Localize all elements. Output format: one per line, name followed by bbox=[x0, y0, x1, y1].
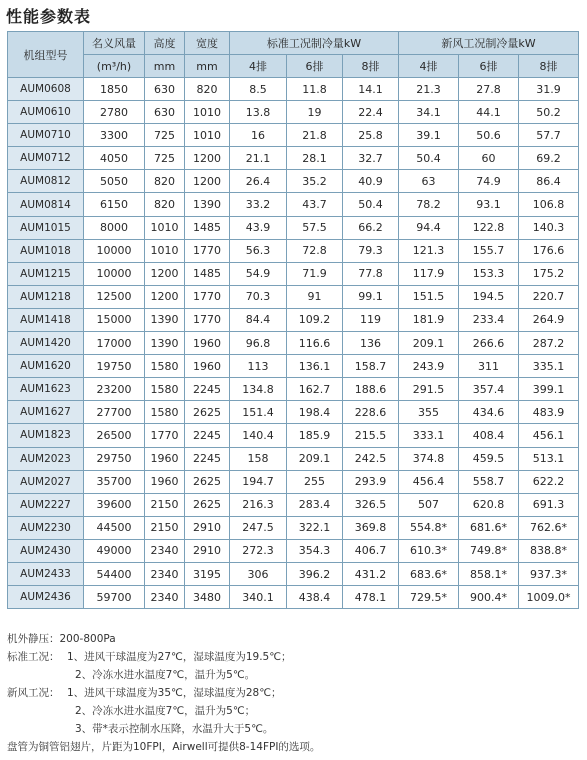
table-cell: 209.1 bbox=[287, 447, 343, 470]
table-cell: 558.7 bbox=[459, 470, 519, 493]
table-cell: 14.1 bbox=[343, 78, 399, 101]
table-cell: 136.1 bbox=[287, 355, 343, 378]
table-cell: 610.3* bbox=[399, 539, 459, 562]
table-cell: 2340 bbox=[145, 562, 185, 585]
table-cell: 151.5 bbox=[399, 285, 459, 308]
table-cell: 2150 bbox=[145, 516, 185, 539]
table-cell: 188.6 bbox=[343, 378, 399, 401]
table-cell: 374.8 bbox=[399, 447, 459, 470]
table-cell: 215.5 bbox=[343, 424, 399, 447]
table-cell: 84.4 bbox=[230, 308, 287, 331]
table-cell: 478.1 bbox=[343, 586, 399, 609]
table-cell: 78.2 bbox=[399, 193, 459, 216]
header-std-6row: 6排 bbox=[287, 55, 343, 78]
table-row bbox=[8, 308, 579, 331]
table-cell: 233.4 bbox=[459, 308, 519, 331]
table-cell: 1960 bbox=[185, 355, 230, 378]
table-cell: 630 bbox=[145, 101, 185, 124]
table-cell: 1580 bbox=[145, 401, 185, 424]
table-cell: 94.4 bbox=[399, 216, 459, 239]
header-fresh-4row: 4排 bbox=[399, 55, 459, 78]
note-std-2: 2、冷冻水进水温度7℃，温升为5℃。 bbox=[75, 669, 256, 681]
table-cell: 12500 bbox=[84, 285, 145, 308]
table-cell: 28.1 bbox=[287, 147, 343, 170]
table-cell: 21.1 bbox=[230, 147, 287, 170]
table-cell: 63 bbox=[399, 170, 459, 193]
table-row bbox=[8, 586, 579, 609]
model-cell: AUM1018 bbox=[8, 239, 84, 262]
table-cell: 57.5 bbox=[287, 216, 343, 239]
table-cell: 1200 bbox=[185, 170, 230, 193]
model-cell: AUM1627 bbox=[8, 401, 84, 424]
table-cell: 15000 bbox=[84, 308, 145, 331]
table-cell: 438.4 bbox=[287, 586, 343, 609]
table-cell: 1580 bbox=[145, 355, 185, 378]
table-cell: 122.8 bbox=[459, 216, 519, 239]
note-fresh-1: 1、进风干球温度为35℃，湿球温度为28℃； bbox=[67, 687, 282, 699]
page-title: 性能参数表 bbox=[6, 7, 92, 26]
note-static-pressure: 机外静压：200-800Pa bbox=[7, 633, 116, 645]
model-cell: AUM2027 bbox=[8, 470, 84, 493]
table-cell: 1770 bbox=[145, 424, 185, 447]
table-row bbox=[8, 101, 579, 124]
table-cell: 1390 bbox=[145, 308, 185, 331]
header-fresh-6row: 6排 bbox=[459, 55, 519, 78]
table-cell: 116.6 bbox=[287, 332, 343, 355]
table-cell: 1770 bbox=[185, 285, 230, 308]
table-cell: 35700 bbox=[84, 470, 145, 493]
table-row bbox=[8, 332, 579, 355]
table-cell: 35.2 bbox=[287, 170, 343, 193]
table-cell: 19 bbox=[287, 101, 343, 124]
header-width-unit: mm bbox=[185, 55, 230, 78]
table-cell: 57.7 bbox=[519, 124, 579, 147]
table-cell: 369.8 bbox=[343, 516, 399, 539]
table-cell: 2150 bbox=[145, 493, 185, 516]
model-cell: AUM1623 bbox=[8, 378, 84, 401]
table-row bbox=[8, 539, 579, 562]
table-cell: 622.2 bbox=[519, 470, 579, 493]
table-cell: 2780 bbox=[84, 101, 145, 124]
table-cell: 175.2 bbox=[519, 262, 579, 285]
model-cell: AUM2230 bbox=[8, 516, 84, 539]
table-cell: 60 bbox=[459, 147, 519, 170]
table-cell: 554.8* bbox=[399, 516, 459, 539]
table-cell: 77.8 bbox=[343, 262, 399, 285]
table-row bbox=[8, 193, 579, 216]
table-cell: 27.8 bbox=[459, 78, 519, 101]
model-cell: AUM0712 bbox=[8, 147, 84, 170]
header-fresh-cooling: 新风工况制冷量kW bbox=[399, 32, 579, 55]
model-cell: AUM1420 bbox=[8, 332, 84, 355]
table-cell: 66.2 bbox=[343, 216, 399, 239]
table-cell: 220.7 bbox=[519, 285, 579, 308]
table-cell: 29750 bbox=[84, 447, 145, 470]
table-cell: 228.6 bbox=[343, 401, 399, 424]
table-cell: 683.6* bbox=[399, 562, 459, 585]
table-cell: 10000 bbox=[84, 262, 145, 285]
model-cell: AUM1218 bbox=[8, 285, 84, 308]
table-cell: 408.4 bbox=[459, 424, 519, 447]
table-cell: 86.4 bbox=[519, 170, 579, 193]
table-cell: 113 bbox=[230, 355, 287, 378]
table-cell: 2625 bbox=[185, 493, 230, 516]
table-cell: 1200 bbox=[185, 147, 230, 170]
table-cell: 71.9 bbox=[287, 262, 343, 285]
table-cell: 681.6* bbox=[459, 516, 519, 539]
table-cell: 39600 bbox=[84, 493, 145, 516]
table-cell: 820 bbox=[145, 170, 185, 193]
table-cell: 357.4 bbox=[459, 378, 519, 401]
table-cell: 106.8 bbox=[519, 193, 579, 216]
table-cell: 21.3 bbox=[399, 78, 459, 101]
model-cell: AUM2430 bbox=[8, 539, 84, 562]
performance-table bbox=[7, 31, 579, 609]
table-cell: 1390 bbox=[185, 193, 230, 216]
header-std-8row: 8排 bbox=[343, 55, 399, 78]
table-row bbox=[8, 285, 579, 308]
model-cell: AUM1015 bbox=[8, 216, 84, 239]
model-cell: AUM2433 bbox=[8, 562, 84, 585]
table-cell: 1200 bbox=[145, 285, 185, 308]
table-cell: 121.3 bbox=[399, 239, 459, 262]
header-height-unit: mm bbox=[145, 55, 185, 78]
model-cell: AUM2023 bbox=[8, 447, 84, 470]
table-cell: 900.4* bbox=[459, 586, 519, 609]
header-std-4row: 4排 bbox=[230, 55, 287, 78]
table-cell: 79.3 bbox=[343, 239, 399, 262]
table-cell: 44500 bbox=[84, 516, 145, 539]
model-cell: AUM0812 bbox=[8, 170, 84, 193]
table-row bbox=[8, 124, 579, 147]
table-cell: 119 bbox=[343, 308, 399, 331]
table-cell: 99.1 bbox=[343, 285, 399, 308]
table-cell: 399.1 bbox=[519, 378, 579, 401]
note-std-line-1 bbox=[7, 648, 582, 666]
table-row bbox=[8, 239, 579, 262]
table-cell: 22.4 bbox=[343, 101, 399, 124]
table-cell: 1960 bbox=[145, 447, 185, 470]
note-std-label: 标准工况： bbox=[7, 651, 60, 663]
table-cell: 32.7 bbox=[343, 147, 399, 170]
table-row bbox=[8, 562, 579, 585]
table-cell: 340.1 bbox=[230, 586, 287, 609]
table-cell: 19750 bbox=[84, 355, 145, 378]
table-cell: 31.9 bbox=[519, 78, 579, 101]
model-cell: AUM1823 bbox=[8, 424, 84, 447]
table-row bbox=[8, 147, 579, 170]
table-row bbox=[8, 424, 579, 447]
table-cell: 406.7 bbox=[343, 539, 399, 562]
table-cell: 1010 bbox=[145, 239, 185, 262]
table-cell: 158.7 bbox=[343, 355, 399, 378]
table-cell: 209.1 bbox=[399, 332, 459, 355]
table-cell: 1960 bbox=[145, 470, 185, 493]
table-cell: 2245 bbox=[185, 378, 230, 401]
table-row bbox=[8, 355, 579, 378]
table-cell: 1960 bbox=[185, 332, 230, 355]
table-cell: 729.5* bbox=[399, 586, 459, 609]
table-cell: 3480 bbox=[185, 586, 230, 609]
table-cell: 355 bbox=[399, 401, 459, 424]
table-cell: 69.2 bbox=[519, 147, 579, 170]
table-cell: 242.5 bbox=[343, 447, 399, 470]
table-row bbox=[8, 447, 579, 470]
table-cell: 264.9 bbox=[519, 308, 579, 331]
table-cell: 762.6* bbox=[519, 516, 579, 539]
table-cell: 50.2 bbox=[519, 101, 579, 124]
table-cell: 140.4 bbox=[230, 424, 287, 447]
table-cell: 70.3 bbox=[230, 285, 287, 308]
table-cell: 153.3 bbox=[459, 262, 519, 285]
table-cell: 1390 bbox=[145, 332, 185, 355]
header-fresh-8row: 8排 bbox=[519, 55, 579, 78]
table-cell: 725 bbox=[145, 124, 185, 147]
table-row bbox=[8, 262, 579, 285]
table-cell: 50.6 bbox=[459, 124, 519, 147]
table-cell: 354.3 bbox=[287, 539, 343, 562]
table-cell: 1010 bbox=[185, 124, 230, 147]
table-cell: 2245 bbox=[185, 424, 230, 447]
table-cell: 1010 bbox=[185, 101, 230, 124]
table-body bbox=[8, 78, 579, 609]
table-cell: 293.9 bbox=[343, 470, 399, 493]
table-cell: 181.9 bbox=[399, 308, 459, 331]
table-cell: 456.1 bbox=[519, 424, 579, 447]
table-cell: 93.1 bbox=[459, 193, 519, 216]
note-std-1: 1、进风干球温度为27℃，湿球温度为19.5℃； bbox=[67, 651, 292, 663]
table-row bbox=[8, 378, 579, 401]
table-cell: 194.5 bbox=[459, 285, 519, 308]
table-cell: 134.8 bbox=[230, 378, 287, 401]
model-cell: AUM2436 bbox=[8, 586, 84, 609]
table-cell: 117.9 bbox=[399, 262, 459, 285]
notes bbox=[7, 630, 582, 756]
table-cell: 176.6 bbox=[519, 239, 579, 262]
table-cell: 216.3 bbox=[230, 493, 287, 516]
table-cell: 50.4 bbox=[343, 193, 399, 216]
model-cell: AUM0814 bbox=[8, 193, 84, 216]
table-cell: 43.9 bbox=[230, 216, 287, 239]
table-cell: 3195 bbox=[185, 562, 230, 585]
table-cell: 194.7 bbox=[230, 470, 287, 493]
table-cell: 3300 bbox=[84, 124, 145, 147]
table-cell: 630 bbox=[145, 78, 185, 101]
table-cell: 1485 bbox=[185, 262, 230, 285]
table-cell: 513.1 bbox=[519, 447, 579, 470]
table-cell: 21.8 bbox=[287, 124, 343, 147]
table-cell: 2625 bbox=[185, 401, 230, 424]
table-cell: 25.8 bbox=[343, 124, 399, 147]
table-cell: 820 bbox=[185, 78, 230, 101]
table-cell: 1850 bbox=[84, 78, 145, 101]
table-cell: 34.1 bbox=[399, 101, 459, 124]
table-cell: 33.2 bbox=[230, 193, 287, 216]
table-cell: 54.9 bbox=[230, 262, 287, 285]
table-cell: 54400 bbox=[84, 562, 145, 585]
table-cell: 10000 bbox=[84, 239, 145, 262]
table-cell: 1200 bbox=[145, 262, 185, 285]
table-cell: 820 bbox=[145, 193, 185, 216]
model-cell: AUM0610 bbox=[8, 101, 84, 124]
table-row bbox=[8, 493, 579, 516]
table-cell: 8000 bbox=[84, 216, 145, 239]
table-cell: 8.5 bbox=[230, 78, 287, 101]
header-model: 机组型号 bbox=[8, 32, 84, 78]
table-cell: 6150 bbox=[84, 193, 145, 216]
table-cell: 17000 bbox=[84, 332, 145, 355]
table-cell: 255 bbox=[287, 470, 343, 493]
note-fresh-3: 3、带*表示控制水压降，水温升大于5℃。 bbox=[75, 723, 274, 735]
table-cell: 335.1 bbox=[519, 355, 579, 378]
header-airflow: 名义风量 bbox=[84, 32, 145, 55]
table-row bbox=[8, 516, 579, 539]
header-airflow-unit: (m³/h) bbox=[84, 55, 145, 78]
table-cell: 26.4 bbox=[230, 170, 287, 193]
table-cell: 620.8 bbox=[459, 493, 519, 516]
table-cell: 1010 bbox=[145, 216, 185, 239]
table-cell: 1009.0* bbox=[519, 586, 579, 609]
table-cell: 39.1 bbox=[399, 124, 459, 147]
table-cell: 483.9 bbox=[519, 401, 579, 424]
table-cell: 43.7 bbox=[287, 193, 343, 216]
table-cell: 40.9 bbox=[343, 170, 399, 193]
note-fresh-line-1 bbox=[7, 684, 582, 702]
model-cell: AUM0608 bbox=[8, 78, 84, 101]
table-cell: 266.6 bbox=[459, 332, 519, 355]
table-cell: 2245 bbox=[185, 447, 230, 470]
table-cell: 74.9 bbox=[459, 170, 519, 193]
table-cell: 507 bbox=[399, 493, 459, 516]
table-cell: 937.3* bbox=[519, 562, 579, 585]
table-cell: 44.1 bbox=[459, 101, 519, 124]
table-cell: 247.5 bbox=[230, 516, 287, 539]
table-cell: 2910 bbox=[185, 539, 230, 562]
header-std-cooling: 标准工况制冷量kW bbox=[230, 32, 399, 55]
table-cell: 140.3 bbox=[519, 216, 579, 239]
table-cell: 333.1 bbox=[399, 424, 459, 447]
table-cell: 434.6 bbox=[459, 401, 519, 424]
table-cell: 691.3 bbox=[519, 493, 579, 516]
table-cell: 2910 bbox=[185, 516, 230, 539]
table-cell: 4050 bbox=[84, 147, 145, 170]
table-cell: 306 bbox=[230, 562, 287, 585]
table-cell: 23200 bbox=[84, 378, 145, 401]
table-cell: 13.8 bbox=[230, 101, 287, 124]
table-cell: 749.8* bbox=[459, 539, 519, 562]
table-cell: 162.7 bbox=[287, 378, 343, 401]
note-coil: 盘管为铜管铝翅片，片距为10FPI，Airwell可提供8-14FPI的选项。 bbox=[7, 741, 321, 753]
table-cell: 1580 bbox=[145, 378, 185, 401]
table-cell: 56.3 bbox=[230, 239, 287, 262]
table-cell: 838.8* bbox=[519, 539, 579, 562]
table-cell: 185.9 bbox=[287, 424, 343, 447]
table-cell: 2340 bbox=[145, 586, 185, 609]
table-cell: 50.4 bbox=[399, 147, 459, 170]
table-row bbox=[8, 470, 579, 493]
table-cell: 272.3 bbox=[230, 539, 287, 562]
table-cell: 431.2 bbox=[343, 562, 399, 585]
table-cell: 326.5 bbox=[343, 493, 399, 516]
table-cell: 59700 bbox=[84, 586, 145, 609]
table-cell: 396.2 bbox=[287, 562, 343, 585]
table-cell: 287.2 bbox=[519, 332, 579, 355]
table-row bbox=[8, 216, 579, 239]
table-cell: 1770 bbox=[185, 239, 230, 262]
table-cell: 5050 bbox=[84, 170, 145, 193]
model-cell: AUM2227 bbox=[8, 493, 84, 516]
table-cell: 322.1 bbox=[287, 516, 343, 539]
table-cell: 456.4 bbox=[399, 470, 459, 493]
model-cell: AUM1215 bbox=[8, 262, 84, 285]
header-width: 宽度 bbox=[185, 32, 230, 55]
header-height: 高度 bbox=[145, 32, 185, 55]
table-row bbox=[8, 401, 579, 424]
table-cell: 11.8 bbox=[287, 78, 343, 101]
table-cell: 243.9 bbox=[399, 355, 459, 378]
table-cell: 283.4 bbox=[287, 493, 343, 516]
table-cell: 158 bbox=[230, 447, 287, 470]
table-cell: 1770 bbox=[185, 308, 230, 331]
table-cell: 16 bbox=[230, 124, 287, 147]
table-cell: 49000 bbox=[84, 539, 145, 562]
table-cell: 96.8 bbox=[230, 332, 287, 355]
table-cell: 91 bbox=[287, 285, 343, 308]
model-cell: AUM1418 bbox=[8, 308, 84, 331]
table-row bbox=[8, 170, 579, 193]
table-cell: 109.2 bbox=[287, 308, 343, 331]
table-cell: 151.4 bbox=[230, 401, 287, 424]
table-cell: 26500 bbox=[84, 424, 145, 447]
table-cell: 1485 bbox=[185, 216, 230, 239]
table-cell: 459.5 bbox=[459, 447, 519, 470]
model-cell: AUM1620 bbox=[8, 355, 84, 378]
table-cell: 155.7 bbox=[459, 239, 519, 262]
table-cell: 2340 bbox=[145, 539, 185, 562]
model-cell: AUM0710 bbox=[8, 124, 84, 147]
table-cell: 291.5 bbox=[399, 378, 459, 401]
table-cell: 136 bbox=[343, 332, 399, 355]
table-cell: 2625 bbox=[185, 470, 230, 493]
table-cell: 311 bbox=[459, 355, 519, 378]
table-cell: 27700 bbox=[84, 401, 145, 424]
note-fresh-2: 2、冷冻水进水温度7℃，温升为5℃； bbox=[75, 705, 256, 717]
note-fresh-label: 新风工况： bbox=[7, 687, 60, 699]
table-cell: 198.4 bbox=[287, 401, 343, 424]
table-row bbox=[8, 78, 579, 101]
table-cell: 858.1* bbox=[459, 562, 519, 585]
table-cell: 725 bbox=[145, 147, 185, 170]
table-cell: 72.8 bbox=[287, 239, 343, 262]
